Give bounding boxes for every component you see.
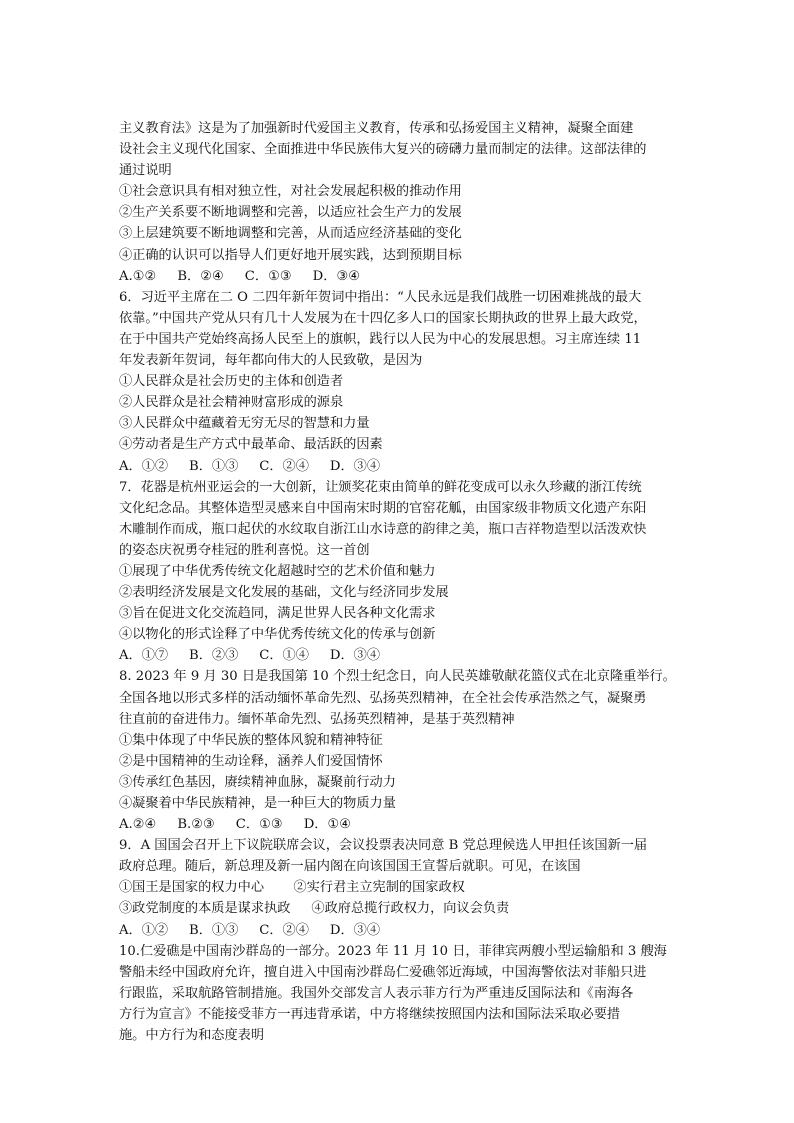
answer-options: A.②④ B.②③ C．①③ D．①④ — [119, 817, 352, 833]
question-stem-line: 警船未经中国政府允许，擅自进入中国南沙群岛仁爱礁邻近海域，中国海警依法对菲船只进 — [119, 964, 647, 980]
answer-statement: ①国王是国家的权力中心 ②实行君主立宪制的国家政权 — [119, 880, 465, 896]
question-stem-line: 在于中国共产党始终高扬人民至上的旗帜，践行以人民为中心的发展思想。习主席连续 11 — [119, 331, 642, 347]
answer-statement: ①集中体现了中华民族的整体风貌和精神特征 — [119, 732, 383, 748]
answer-statement: ②人民群众是社会精神财富形成的源泉 — [119, 395, 344, 411]
question-5 — [119, 118, 679, 287]
question-stem-line: 施。中方行为和态度表明 — [119, 1028, 265, 1044]
answer-statement: ④以物化的形式诠释了中华优秀传统文化的传承与创新 — [119, 627, 436, 643]
question-10 — [119, 941, 679, 1046]
question-stem-line: 行跟监，采取航路管制措施。我国外交部发言人表示菲方行为严重违反国际法和《南海各 — [119, 985, 634, 1001]
question-stem-line: 政府总理。随后，新总理及新一届内阁在向该国国王宣誓后就职。可见，在该国 — [119, 859, 581, 875]
answer-options: A．①② B．①③ C．②④ D．③④ — [119, 458, 381, 474]
answer-statement: ①社会意识具有相对独立性，对社会发展起积极的推动作用 — [119, 184, 462, 200]
question-stem-line: 木雕制作而成，瓶口起伏的水纹取自浙江山水诗意的韵律之美，瓶口吉祥物造型以活泼欢快 — [119, 521, 647, 537]
question-stem-line: 7．花器是杭州亚运会的一大创新，让颁奖花束由简单的鲜花变成可以永久珍藏的浙江传统 — [119, 479, 642, 495]
question-stem-line: 通过说明 — [119, 163, 172, 179]
answer-statement: ③人民群众中蕴藏着无穷无尽的智慧和力量 — [119, 416, 370, 432]
answer-options: A．①⑦ B．②③ C．①④ D．③④ — [119, 648, 381, 664]
answer-statement: ②表明经济发展是文化发展的基础，文化与经济同步发展 — [119, 585, 449, 601]
answer-statement: ②是中国精神的生动诠释，涵养人们爱国情怀 — [119, 753, 383, 769]
question-stem-line: 8. 2023 年 9 月 30 日是我国第 10 个烈士纪念日，向人民英雄敬献花篮仪式在北京隆重举行。 — [119, 669, 676, 685]
question-stem-line: 往直前的奋进伟力。缅怀革命先烈、弘扬英烈精神，是基于英烈精神 — [119, 711, 515, 727]
answer-statement: ②生产关系要不断地调整和完善，以适应社会生产力的发展 — [119, 205, 462, 221]
question-stem-line: 依靠。”中国共产党从只有几十人发展为在十四亿多人口的国家长期执政的世界上最大政党， — [119, 310, 647, 326]
question-stem-line: 6．习近平主席在二 O 二四年新年贺词中指出：“人民永远是我们战胜一切困难挑战的最大 — [119, 289, 642, 305]
answer-statement: ①展现了中华优秀传统文化超越时空的艺术价值和魅力 — [119, 563, 436, 579]
answer-statement: ③上层建筑要不断地调整和完善，从而适应经济基础的变化 — [119, 226, 462, 242]
answer-statement: ④凝聚着中华民族精神，是一种巨大的物质力量 — [119, 796, 396, 811]
question-stem-line: 设社会主义现代化国家、全面推进中华民族伟大复兴的磅礴力量而制定的法律。这部法律的 — [119, 142, 647, 158]
answer-statement: ③政党制度的本质是谋求执政 ④政府总揽行政权力，向议会负责 — [119, 901, 510, 917]
answer-statement: ③旨在促进文化交流趋同，满足世界人民各种文化需求 — [119, 606, 436, 622]
question-9 — [119, 835, 679, 940]
answer-statement: ①人民群众是社会历史的主体和创造者 — [119, 374, 344, 390]
question-stem-line: 全国各地以形式多样的活动缅怀革命先烈、弘扬英烈精神，在全社会传承浩然之气，凝聚勇 — [119, 690, 647, 706]
question-stem-line: 主义教育法》这是为了加强新时代爱国主义教育，传承和弘扬爱国主义精神，凝聚全面建 — [119, 121, 634, 136]
question-stem-line: 9．A 国国会召开上下议院联席会议，会议投票表决同意 B 党总理候选人甲担任该国新一届 — [119, 838, 648, 854]
answer-statement: ④劳动者是生产方式中最革命、最活跃的因素 — [119, 437, 383, 453]
answer-options: A．①② B．①③ C．②④ D．③④ — [119, 922, 381, 938]
exam-page — [119, 118, 679, 1046]
question-8 — [119, 666, 679, 835]
question-stem-line: 年发表新年贺词，每年都向伟大的人民致敬，是因为 — [119, 353, 423, 369]
question-stem-line: 的姿态庆祝勇夺桂冠的胜利喜悦。这一首创 — [119, 542, 370, 558]
question-6 — [119, 287, 679, 477]
question-stem-line: 方行为宣言》不能接受菲方一再违背承诺，中方将继续按照国内法和国际法采取必要措 — [119, 1006, 621, 1022]
question-stem-line: 文化纪念品。其整体造型灵感来自中国南宋时期的官窑花觚，由国家级非物质文化遗产东阳 — [119, 500, 647, 516]
answer-statement: ③传承红色基因，赓续精神血脉，凝聚前行动力 — [119, 774, 396, 790]
question-stem-line: 10.仁爱礁是中国南沙群岛的一部分。2023 年 11 月 10 日，菲律宾两艘小型运输船和 3 艘海 — [119, 943, 667, 959]
answer-options: A.①② B．②④ C．①③ D．③④ — [119, 268, 361, 284]
answer-statement: ④正确的认识可以指导人们更好地开展实践，达到预期目标 — [119, 247, 462, 263]
question-7 — [119, 477, 679, 667]
